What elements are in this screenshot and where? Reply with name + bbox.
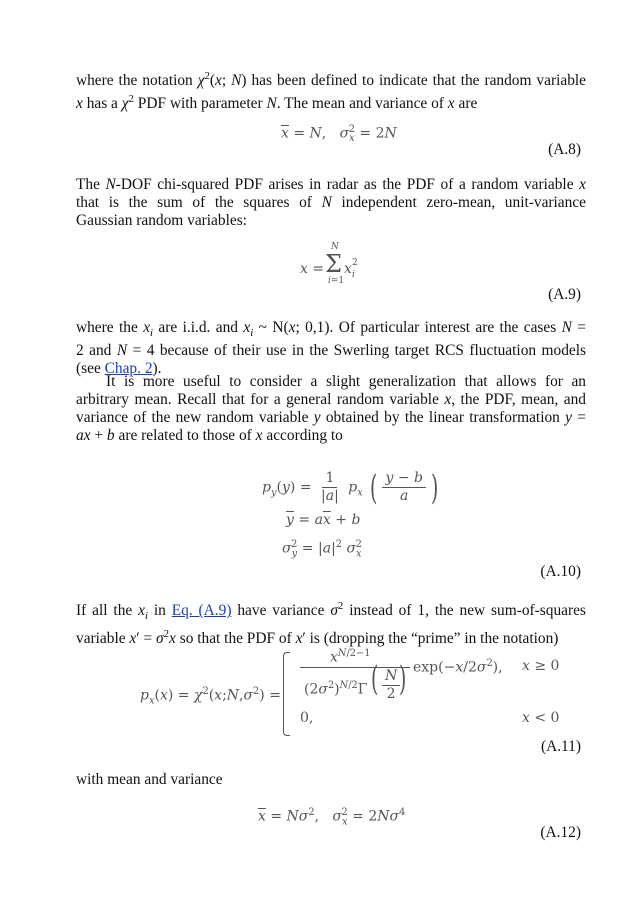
equation-number-a12: (A.12) <box>540 824 581 841</box>
equation-a12: $\overline{x} = N\sigma^2$, $\sigma_x^2 = 2N\sigma^4$ <box>258 807 406 828</box>
equation-number-a9: (A.9) <box>548 286 581 303</box>
equation-number-a10: (A.10) <box>540 563 581 580</box>
equation-number-a8: (A.8) <box>548 141 581 158</box>
equation-a9: x = N Σ i=1 x i 2 <box>300 242 358 286</box>
paragraph-generalization: It is more useful to consider a slight generalization that allows for an arbitrary mean. Recall that for a general random variable x, the PDF, mean, and variance of the new random variable y obtained by the linear transformation y = ax + b are related to those of x according to <box>76 373 586 444</box>
paragraph-mean-variance: with mean and variance <box>76 771 223 788</box>
paragraph-iid: where the $x_i$ are i.i.d. and $x_i$ ~ N(x; 0,1). Of particular interest are the cases N = 2 and N = 4 because of their use in the Swerling target RCS fluctuation models (see Chap. 2). <box>76 319 586 378</box>
equation-a10: $p_y(y)$ = $\frac{1}{|a|}$ $p_x$ ( $\frac{y - b}{a}$ ) $\overline{y} = a\overline{x} + b$ $\sigma_y^2 = |a|^2$ $\sigma_x^2$ <box>262 467 439 560</box>
equation-a11: $p_x(x)$ = $\chi^2(x;N,\sigma^2)$ = $x^{N/2-1}$ $(2\sigma^2)^{N/2}\Gamma$ ( $\frac{N}{2}$ ) $\exp(-x/2\sigma^2)$, x ≥ 0 0, x < 0 <box>140 648 540 740</box>
paragraph-chi-squared: The N-DOF chi-squared PDF arises in radar as the PDF of a random variable x that is the sum of the squares of N independent zero-mean, unit-variance Gaussian random variables: <box>76 176 586 229</box>
equation-a9-link[interactable]: Eq. (A.9) <box>171 602 232 620</box>
chapter-2-link[interactable]: Chap. 2 <box>104 360 153 378</box>
equation-a8: $\overline{x} = N$, $\sigma_x^2 = 2N$ <box>281 124 397 145</box>
equation-number-a11: (A.11) <box>540 738 581 755</box>
paragraph-variance: If all the $x_i$ in Eq. (A.9) have variance $\sigma^2$ instead of 1, the new sum-of-squares variable $x' = \sigma^2x$ so that the PDF of x′ is (dropping the “prime” in the notation) <box>76 600 586 648</box>
paragraph-intro: where the notation $\chi^2(x$; N) has been defined to indicate that the random variable x has a $\chi^2$ PDF with parameter N. The mean and variance of x are <box>76 70 586 113</box>
